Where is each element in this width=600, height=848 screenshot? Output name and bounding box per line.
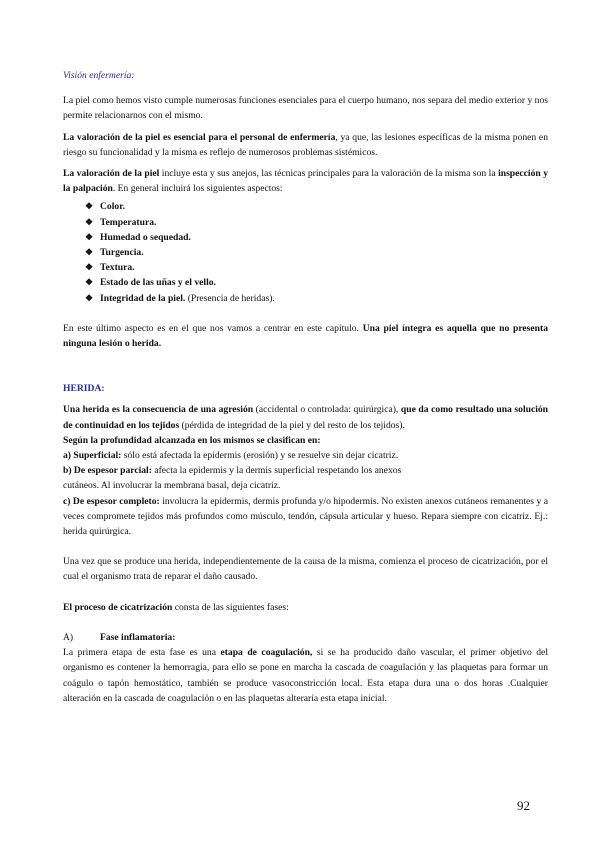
diamond-bullet-icon: ❖ (85, 231, 94, 242)
depth-heading: Según la profundidad alcanzada en los mismos se clasifican en: (63, 434, 321, 446)
paragraph-phase-a: La primera etapa de esta fase es una etapa de coagulación, si se ha producido daño vascular, el primer objetivo del organismo es contener la hemorragia, para ello se pone en marcha la cascada de coagulación y las plaquetas para formar un coágulo o tapón hemostático, también se produce vasoconstricción local. Esta etapa dura una o dos horas .Cualquier alteración en la cascada de coagulación o en las plaquetas alteraría esta etapa inicial. (63, 647, 548, 704)
valoracion-text: , ya que, las lesiones específicas de la misma ponen en riesgo su funcionalidad y la misma es reflejo de numerosos problemas sistémicos. (63, 131, 548, 158)
diamond-bullet-icon: ❖ (85, 216, 94, 227)
diamond-bullet-icon: ❖ (85, 292, 94, 303)
type-espesor-completo: c) De espesor completo: involucra la epidermis, dermis profunda y/o hipodermis. No existen anexos cutáneos remanentes y a veces compromete tejidos más profundos como músculo, tendón, cápsula articular y hueso. Repara siempre con cicatriz. Ej.: herida quirúrgica. (63, 495, 549, 538)
page-number: 92 (517, 798, 530, 813)
list-item: ❖ Estado de las uñas y el vello. (85, 275, 548, 290)
diamond-bullet-icon: ❖ (85, 277, 94, 288)
paragraph-valoracion (63, 130, 548, 160)
paragraph-integridad (63, 321, 548, 351)
phase-a-heading (63, 630, 548, 645)
list-item: ❖ Textura. (85, 260, 548, 275)
paragraph-tecnicas (63, 166, 548, 196)
paragraph-proceso: El proceso de cicatrización consta de las siguientes fases: (63, 601, 289, 613)
diamond-bullet-icon: ❖ (85, 201, 94, 212)
phase-a-letter: A) (63, 631, 74, 643)
valoracion-bold: La valoración de la piel es esencial para el personal de enfermería (63, 131, 336, 143)
phase-a-title: Fase inflamatoria: (100, 631, 176, 643)
list-item: ❖ Temperatura. (85, 215, 548, 230)
integridad-bold: Una piel íntegra es aquella que no presenta ninguna lesión o herida. (63, 322, 548, 350)
tecnicas-bold-1: La valoración de la piel (63, 168, 160, 180)
aspects-list (63, 199, 548, 305)
tecnicas-text-2: . En general incluirá los siguientes aspectos: (112, 183, 283, 195)
integridad-text: En este último aspecto es en el que nos vamos a centrar en este capítulo. (63, 322, 363, 334)
diamond-bullet-icon: ❖ (85, 262, 94, 273)
section-heading-herida: HERIDA: (63, 383, 105, 395)
type-espesor-parcial-cont: cutáneos. Al involucrar la membrana basal, deja cicatriz. (63, 480, 281, 492)
tecnicas-text-1: incluye esta y sus anejos, las técnicas principales para la valoración de la misma son la (159, 168, 499, 180)
heridas-note: (Presencia de heridas). (185, 292, 275, 304)
intro-text: La piel como hemos visto cumple numerosas funciones esenciales para el cuerpo humano, nos separa del medio exterior y nos permite relacionarnos con el mismo. (63, 95, 548, 122)
paragraph-herida-def: Una herida es la consecuencia de una agresión (accidental o controlada: quirúrgica), que da como resultado una solución de continuidad en los tejidos (pérdida de integridad de la piel y del resto de los tejidos). (63, 404, 548, 431)
paragraph-cicatrizacion-intro: Una vez que se produce una herida, independientemente de la causa de la misma, comienza el proceso de cicatrización, por el cual el organismo trata de reparar el daño causado. (63, 556, 548, 583)
diamond-bullet-icon: ❖ (85, 247, 94, 258)
section-heading-vision: Visión enfermería: (63, 70, 135, 81)
list-item: ❖ Color. (85, 199, 548, 214)
page-content (63, 68, 548, 706)
list-item: ❖ Humedad o sequedad. (85, 230, 548, 245)
list-item: ❖ Integridad de la piel. (Presencia de heridas). (85, 291, 548, 306)
tecnicas-bold-2: inspección y la palpación (63, 168, 548, 195)
paragraph-intro (63, 93, 548, 123)
list-item: ❖ Turgencia. (85, 245, 548, 260)
type-espesor-parcial: b) De espesor parcial: afecta la epidermis y la dermis superficial respetando los anexos (63, 465, 402, 477)
type-superficial: a) Superficial: sólo está afectada la epidermis (erosión) y se resuelve sin dejar cicatriz. (63, 450, 399, 462)
